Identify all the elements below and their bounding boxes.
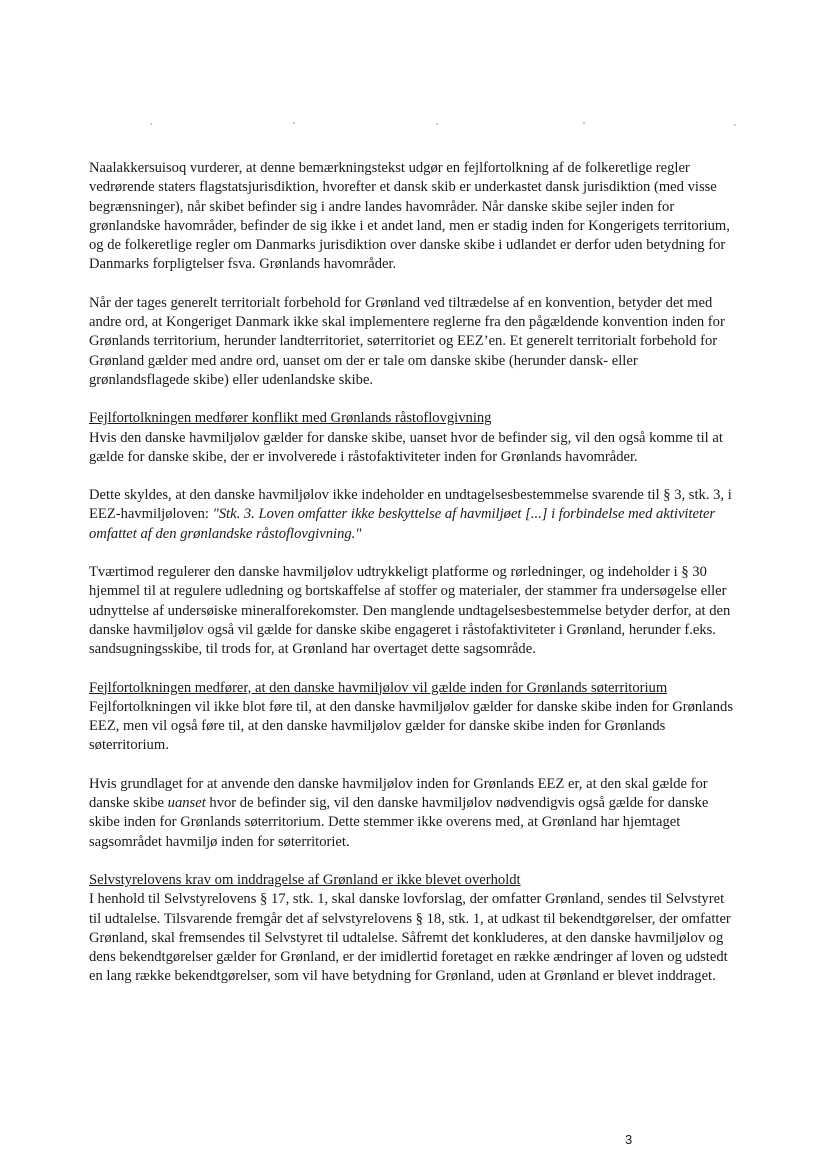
- section-heading-self-government: Selvstyrelovens krav om inddragelse af Grønland er ikke blevet overholdt: [89, 871, 521, 888]
- section-heading-raw-materials: Fejlfortolkningen medfører konflikt med Grønlands råstoflovgivning: [89, 410, 492, 427]
- scan-speck: [583, 122, 585, 124]
- section-raw-materials-paragraph-1: Hvis den danske havmiljølov gælder for danske skibe, uanset hvor de befinder sig, vil den også komme til at gælde for danske skibe, der er involverede i råstofaktiviteter inden for Grønlands havområder.: [89, 429, 723, 465]
- section-heading-territorial-waters: Fejlfortolkningen medfører, at den danske havmiljølov vil gælde inden for Grønlands søterritorium: [89, 679, 668, 696]
- section-self-government-paragraph-1: I henhold til Selvstyrelovens § 17, stk. 1, skal danske lovforslag, der omfatter Grønland, sendes til Selvstyret til udtalelse. Tilsvarende fremgår det af selvstyrelovens § 18, stk. 1, at udkast til bekendtgørelser, der omfatter Grønland, skal fremsendes til Selvstyret til udtalelse. Såfremt det konkluderes, at den danske havmiljølov og dens bekendtgørelser gælder for Grønland, er der imidlertid foretaget en række ændringer af loven og udstedt en lang række bekendtgørelser, som vil have betydning for Grønland, uden at Grønland er blevet inddraget.: [89, 891, 731, 985]
- paragraph-flag-state-jurisdiction: Naalakkersuisoq vurderer, at denne bemærkningstekst udgør en fejlfortolkning af de folkeretlige regler vedrørende staters flagstatsjurisdiktion, hvorefter et dansk skib er underkastet dansk jurisdiktion (med visse begrænsninger), når skibet befinder sig i andre landes havområder. Når danske skibe sejler inden for grønlandske havområder, befinder de sig ikke i et andet land, men er stadig inden for Kongerigets territorium, og de folkeretlige regler om Danmarks jurisdiktion over danske skibe i udlandet er derfor uden betydning for Danmarks forpligtelser fsva. Grønlands havområder.: [89, 160, 730, 273]
- scan-speck: [734, 124, 736, 126]
- paragraph-regardless-location: [89, 775, 739, 852]
- paragraph-exception-clause: [89, 486, 739, 544]
- section-self-government-act: [89, 871, 739, 987]
- scan-speck: [293, 122, 295, 124]
- exception-clause-text: Dette skyldes, at den danske havmiljølov ikke indeholder en undtagelsesbestemmelse svarende til § 3, stk. 3, i EEZ-havmiljøloven:: [89, 487, 732, 523]
- section-raw-materials-conflict: [89, 409, 739, 467]
- document-body: [89, 159, 739, 1006]
- scan-speck: [150, 123, 152, 125]
- paragraph-platforms-pipelines: Tværtimod regulerer den danske havmiljølov udtrykkeligt platforme og rørledninger, og indeholder i § 30 hjemmel til at regulere udledning og bortskaffelse af stoffer og materialer, der stammer fra undersøgelse eller udnyttelse af undersøiske mineralforekomster. Den manglende undtagelsesbestemmelse betyder derfor, at den danske havmiljølov også vil gælde for danske skibe engageret i råstofaktiviteter i Grønland, herunder f.eks. sandsugningsskibe, til trods for, at Grønland har overtaget dette sagsområde.: [89, 564, 731, 658]
- regardless-emphasis: uanset: [167, 795, 206, 812]
- scan-speck: [436, 123, 438, 125]
- regardless-text-after: hvor de befinder sig, vil den danske havmiljølov nødvendigvis også gælde for danske skibe inden for Grønlands søterritorium. Dette stemmer ikke overens med, at Grønland har hjemtaget sagsområdet havmiljø inden for søterritoriet.: [89, 795, 709, 850]
- regardless-text-before: Hvis grundlaget for at anvende den danske havmiljølov inden for Grønlands EEZ er, at den skal gælde for danske skibe: [89, 775, 708, 812]
- paragraph-territorial-reservation: Når der tages generelt territorialt forbehold for Grønland ved tiltrædelse af en konvention, betyder det med andre ord, at Kongeriget Danmark ikke skal implementere reglerne fra den pågældende konvention inden for Grønlands territorium, herunder landterritoriet, søterritoriet og EEZ’en. Et generelt territorialt forbehold for Grønland gælder med andre ord, uanset om der er tale om danske skibe (herunder dansk- eller grønlandsflagede skibe) eller udenlandske skibe.: [89, 294, 725, 388]
- page-number: 3: [625, 1132, 633, 1147]
- section-territorial-waters-paragraph-1: Fejlfortolkningen vil ikke blot føre til, at den danske havmiljølov gælder for danske skibe inden for Grønlands EEZ, men vil også føre til, at den danske havmiljølov gælder for danske skibe inden for Grønlands søterritorium.: [89, 698, 734, 754]
- section-territorial-waters: [89, 679, 739, 756]
- exception-clause-quote: "Stk. 3. Loven omfatter ikke beskyttelse af havmiljøet [...] i forbindelse med aktiviteter omfattet af den grønlandske råstoflovgivning.": [89, 506, 716, 542]
